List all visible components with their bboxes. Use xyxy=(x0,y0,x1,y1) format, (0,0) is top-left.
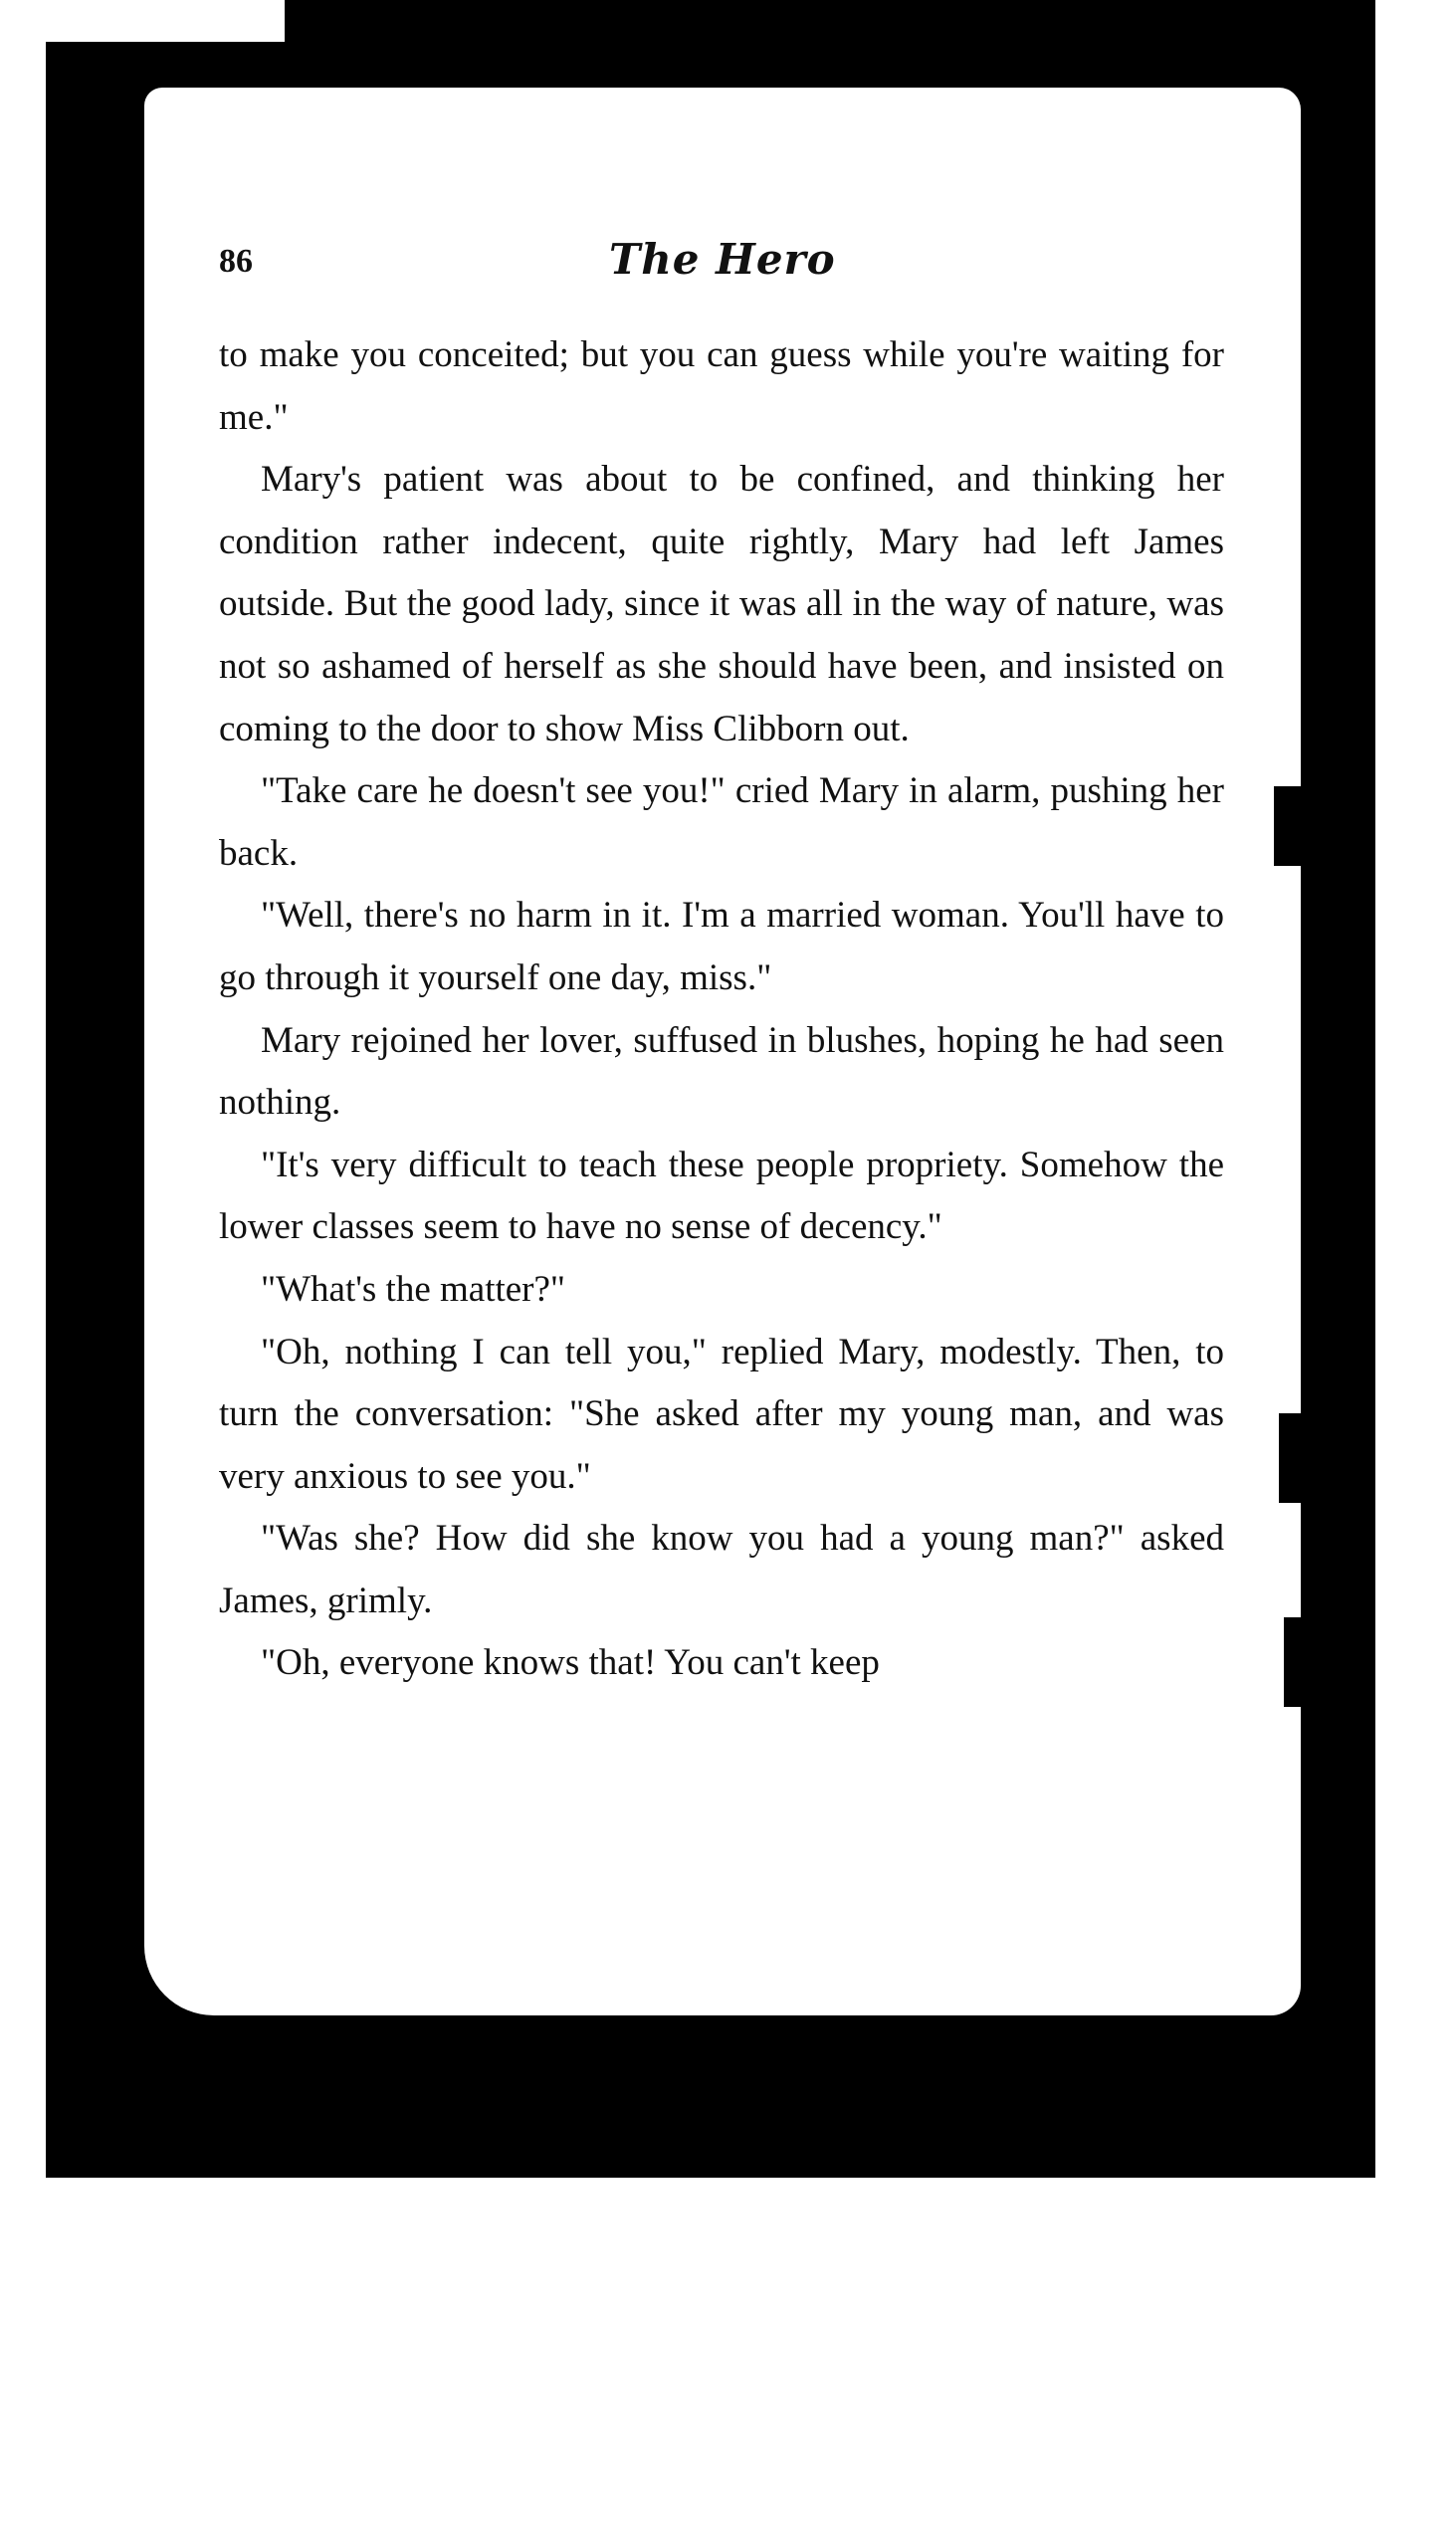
paragraph: "Take care he doesn't see you!" cried Mary in alarm, pushing her back. xyxy=(219,770,1224,874)
scan-edge-artifact xyxy=(1274,786,1304,866)
page-number: 86 xyxy=(219,243,253,280)
paragraph: Mary rejoined her lover, suffused in blushes, hoping he had seen nothing. xyxy=(219,1019,1224,1124)
scan-edge-artifact xyxy=(46,0,285,42)
running-title: The Hero xyxy=(609,235,836,284)
page-header xyxy=(219,235,1224,295)
paragraph: "It's very difficult to teach these people propriety. Somehow the lower classes seem to have no sense of decency." xyxy=(219,1144,1224,1248)
body-text xyxy=(219,324,1224,1695)
paragraph: "Well, there's no harm in it. I'm a married woman. You'll have to go through it yourself one day, miss." xyxy=(219,895,1224,998)
paragraph: "Oh, everyone knows that! You can't keep xyxy=(261,1642,880,1684)
paragraph: to make you conceited; but you can guess while you're waiting for me." xyxy=(219,334,1224,438)
paragraph: "What's the matter?" xyxy=(261,1268,566,1310)
scan-edge-artifact xyxy=(1279,1413,1304,1503)
scan-edge-artifact xyxy=(1284,1617,1304,1707)
paragraph: "Was she? How did she know you had a young man?" asked James, grimly. xyxy=(219,1518,1224,1621)
paragraph: "Oh, nothing I can tell you," replied Mary, modestly. Then, to turn the conversation: "She asked after my young man, and was very anxious to see you." xyxy=(219,1331,1224,1497)
paragraph: Mary's patient was about to be confined, and thinking her condition rather indecent, quite rightly, Mary had left James outside. But the good lady, since it was all in the way of nature, was not so ashamed of herself as she should have been, and insisted on coming to the door to show Miss Clibborn out. xyxy=(219,459,1224,749)
